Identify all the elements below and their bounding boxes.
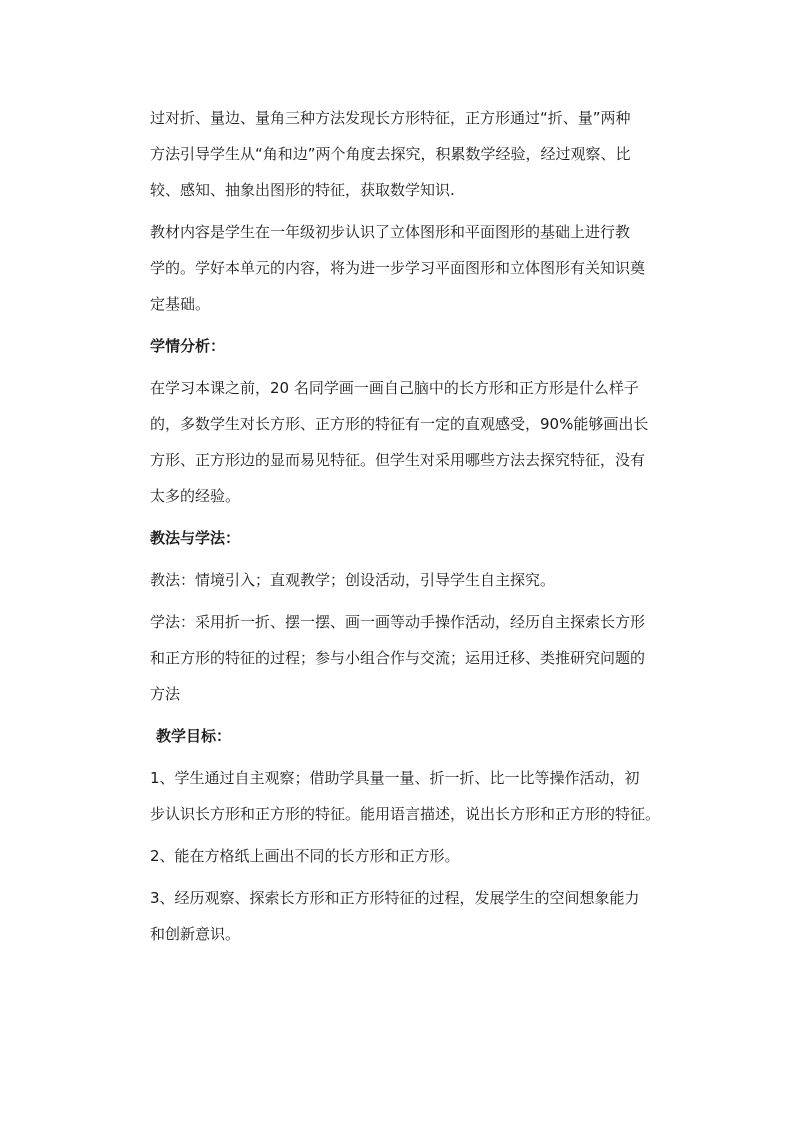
text-line: 过对折、量边、量角三种方法发现长方形特征，正方形通过“折、量”两种 <box>150 109 631 127</box>
goals-heading: 教学目标： <box>156 727 232 745</box>
text-line: 方法 <box>150 685 181 703</box>
goal-item-2 <box>150 838 680 874</box>
teaching-method-paragraph <box>150 562 680 598</box>
goal-item-1 <box>150 760 680 832</box>
text-line: 定基础。 <box>150 295 211 313</box>
text-line: 3、经历观察、探索长方形和正方形特征的过程，发展学生的空间想象能力 <box>150 889 640 907</box>
text-line: 教法：情境引入；直观教学；创设活动，引导学生自主探究。 <box>150 571 556 589</box>
text-line: 方法引导学生从“角和边”两个角度去探究，积累数学经验，经过观察、比 <box>150 145 631 163</box>
methods-heading: 教法与学法： <box>150 529 241 547</box>
text-line: 学的。学好本单元的内容，将为进一步学习平面图形和立体图形有关知识奠 <box>150 259 646 277</box>
materials-paragraph <box>150 214 680 322</box>
learning-method-paragraph <box>150 604 680 712</box>
learning-analysis-heading: 学情分析： <box>150 337 226 355</box>
text-line: 2、能在方格纸上画出不同的长方形和正方形。 <box>150 847 460 865</box>
text-line: 的，多数学生对长方形、正方形的特征有一定的直观感受，90%能够画出长 <box>150 415 649 433</box>
text-line: 较、感知、抽象出图形的特征，获取数学知识. <box>150 181 455 199</box>
text-line: 学法：采用折一折、摆一摆、画一画等动手操作活动，经历自主探索长方形 <box>150 613 646 631</box>
text-line: 1、学生通过自主观察；借助学具量一量、折一折、比一比等操作活动，初 <box>150 769 640 787</box>
text-line: 和正方形的特征的过程；参与小组合作与交流；运用迁移、类推研究问题的 <box>150 649 646 667</box>
text-line: 和创新意识。 <box>150 925 241 943</box>
text-line: 太多的经验。 <box>150 487 241 505</box>
text-line: 教材内容是学生在一年级初步认识了立体图形和平面图形的基础上进行教 <box>150 223 631 241</box>
learning-analysis-paragraph <box>150 370 680 514</box>
text-line: 方形、正方形边的显而易见特征。但学生对采用哪些方法去探究特征，没有 <box>150 451 646 469</box>
text-line: 步认识长方形和正方形的特征。能用语言描述，说出长方形和正方形的特征。 <box>150 805 661 823</box>
intro-paragraph <box>150 100 680 208</box>
text-line: 在学习本课之前，20 名同学画一画自己脑中的长方形和正方形是什么样子 <box>150 379 639 397</box>
document-body <box>150 100 680 952</box>
goal-item-3 <box>150 880 680 952</box>
